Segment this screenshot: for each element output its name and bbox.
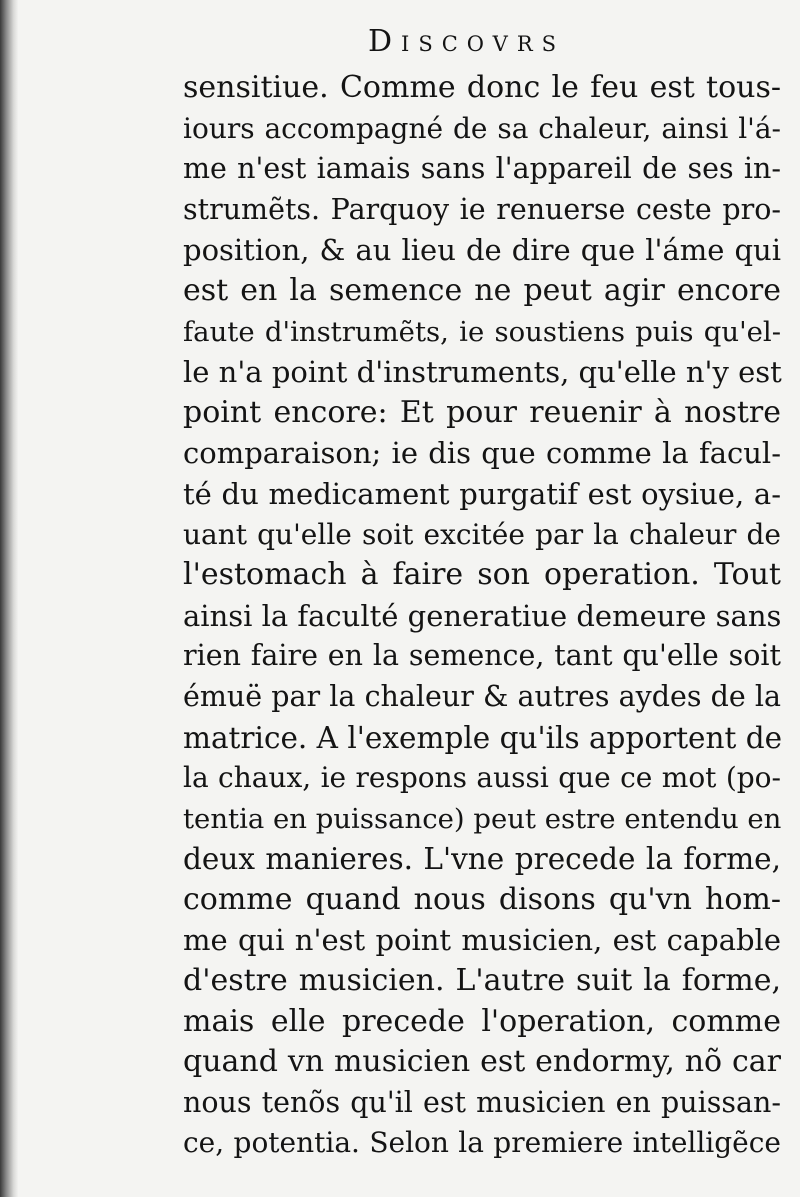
running-head: Discovrs <box>368 24 566 59</box>
book-binding-shadow <box>0 0 18 1197</box>
text-line: point encore: Et pour reuenir à nostre <box>183 394 781 430</box>
text-line: est en la semence ne peut agir encore <box>183 272 781 308</box>
text-line: ainsi la faculté generatiue demeure sans <box>183 598 782 633</box>
text-line: comparaison; ie dis que comme la facul- <box>183 436 781 471</box>
text-line: ce, potentia. Selon la premiere intelligẽce <box>183 1126 781 1160</box>
text-line: le n'a point d'instruments, qu'elle n'y est <box>183 355 782 390</box>
text-line: me qui n'est point musicien, est capable <box>183 923 781 958</box>
text-line: émuë par la chaleur & autres aydes de la <box>183 679 781 713</box>
text-line: deux manieres. L'vne precede la forme, <box>183 842 781 877</box>
text-line: quand vn musicien est endormy, nõ car <box>183 1044 781 1080</box>
text-line: té du medicament purgatif est oysiue, a- <box>183 476 781 511</box>
text-line: nous tenõs qu'il est musicien en puissan- <box>183 1085 781 1119</box>
text-line: rien faire en la semence, tant qu'elle soit <box>183 639 781 673</box>
text-line: uant qu'elle soit excitée par la chaleur de <box>183 517 781 551</box>
text-line: l'estomach à faire son operation. Tout <box>183 557 781 593</box>
text-line: tentia en puissance) peut estre entendu en <box>183 802 782 835</box>
text-line: strumẽts. Parquoy ie renuerse ceste pro- <box>183 192 781 226</box>
book-page <box>18 0 800 1197</box>
text-line: me n'est iamais sans l'appareil de ses in- <box>183 152 781 186</box>
text-line: faute d'instrumẽts, ie soustiens puis qu'el- <box>183 315 781 348</box>
text-line: position, & au lieu de dire que l'áme qui <box>183 233 781 268</box>
text-line: mais elle precede l'operation, comme <box>183 1003 781 1039</box>
text-line: iours accompagné de sa chaleur, ainsi l'á- <box>183 111 781 145</box>
text-line: d'estre musicien. L'autre suit la forme, <box>183 963 781 999</box>
text-line: matrice. A l'exemple qu'ils apportent de <box>183 720 783 755</box>
body-text <box>183 68 781 1164</box>
text-line: comme quand nous disons qu'vn hom- <box>183 881 781 917</box>
text-line: sensitiue. Comme donc le feu est tous- <box>183 70 781 105</box>
text-line: la chaux, ie respons aussi que ce mot (po- <box>183 761 781 795</box>
